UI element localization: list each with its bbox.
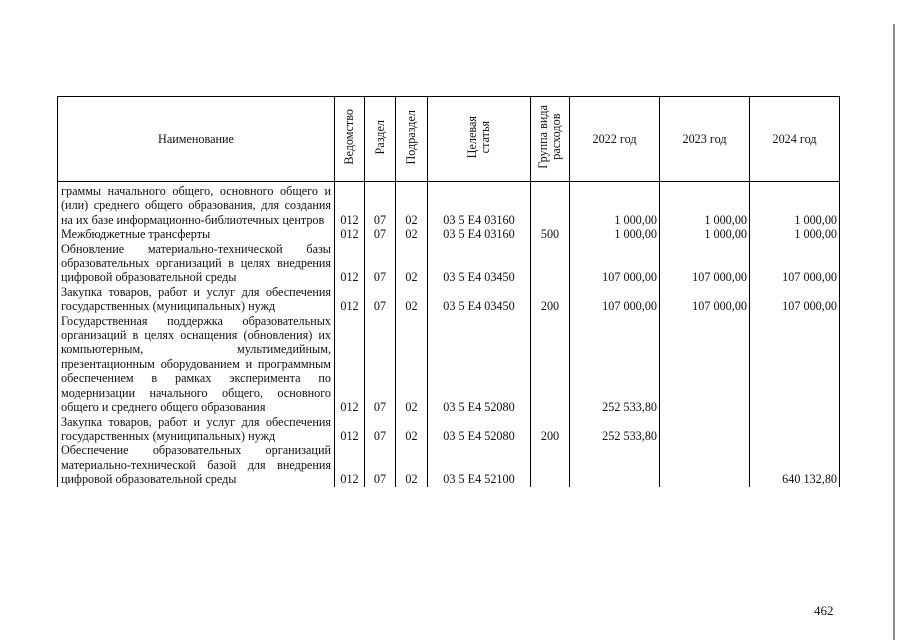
- row-expense-group: 200: [531, 285, 570, 314]
- row-amount-2023: 107 000,00: [660, 285, 750, 314]
- row-amount-2022: [570, 443, 660, 486]
- row-subsection: 02: [396, 242, 428, 285]
- row-amount-2024: [750, 314, 840, 415]
- row-amount-2023: 1 000,00: [660, 227, 750, 241]
- table-row: [58, 415, 840, 444]
- header-section: Раздел: [365, 97, 396, 182]
- row-amount-2022: 1 000,00: [570, 182, 660, 228]
- row-subsection: 02: [396, 314, 428, 415]
- table-row: [58, 227, 840, 241]
- row-expense-group: 200: [531, 415, 570, 444]
- row-name: Закупка товаров, работ и услуг для обеспечения государственных (муниципальных) нужд: [58, 285, 335, 314]
- table-row: [58, 443, 840, 486]
- row-expense-group: 500: [531, 227, 570, 241]
- table-row: [58, 314, 840, 415]
- header-department: Ведомство: [335, 97, 365, 182]
- row-name: граммы начального общего, основного общего и (или) среднего общего образования, для создания на их базе информационно-библиотечных центров: [58, 182, 335, 228]
- row-amount-2024: 107 000,00: [750, 242, 840, 285]
- row-amount-2023: [660, 415, 750, 444]
- row-department: 012: [335, 415, 365, 444]
- header-subsection: Подраздел: [396, 97, 428, 182]
- table-header-row: [58, 97, 840, 182]
- row-amount-2023: [660, 443, 750, 486]
- row-section: 07: [365, 227, 396, 241]
- row-expense-group: [531, 314, 570, 415]
- row-expense-group: [531, 242, 570, 285]
- table-row: [58, 182, 840, 228]
- header-target-article: Целевая статья: [428, 97, 531, 182]
- row-name: Государственная поддержка образовательных организаций в целях оснащения (обновления) их компьютерным, мультимедийным, презентационным оборудованием и программным обеспечением в рамках эксперимента по модернизации начального общего, основного общего и среднего общего образования: [58, 314, 335, 415]
- row-department: 012: [335, 242, 365, 285]
- table-row: [58, 242, 840, 285]
- row-amount-2024: 1 000,00: [750, 182, 840, 228]
- row-amount-2022: 107 000,00: [570, 285, 660, 314]
- row-amount-2024: 640 132,80: [750, 443, 840, 486]
- row-subsection: 02: [396, 285, 428, 314]
- header-name: Наименование: [58, 97, 335, 182]
- row-amount-2022: 252 533,80: [570, 314, 660, 415]
- row-expense-group: [531, 182, 570, 228]
- row-department: 012: [335, 227, 365, 241]
- row-target-article: 03 5 E4 03450: [428, 242, 531, 285]
- row-department: 012: [335, 285, 365, 314]
- row-name: Обновление материально-технической базы образовательных организаций в целях внедрения цифровой образовательной среды: [58, 242, 335, 285]
- row-expense-group: [531, 443, 570, 486]
- row-target-article: 03 5 E4 03160: [428, 182, 531, 228]
- row-department: 012: [335, 443, 365, 486]
- row-amount-2024: 1 000,00: [750, 227, 840, 241]
- header-year-2023: 2023 год: [660, 97, 750, 182]
- row-subsection: 02: [396, 182, 428, 228]
- row-amount-2024: [750, 415, 840, 444]
- row-amount-2023: 107 000,00: [660, 242, 750, 285]
- row-target-article: 03 5 E4 52080: [428, 415, 531, 444]
- row-section: 07: [365, 415, 396, 444]
- row-department: 012: [335, 182, 365, 228]
- row-amount-2022: 107 000,00: [570, 242, 660, 285]
- budget-table: [57, 96, 840, 487]
- scan-edge-line: [893, 24, 895, 640]
- row-name: Межбюджетные трансферты: [58, 227, 335, 241]
- row-amount-2023: 1 000,00: [660, 182, 750, 228]
- row-target-article: 03 5 E4 03450: [428, 285, 531, 314]
- page-number: 462: [814, 603, 834, 618]
- row-target-article: 03 5 E4 52080: [428, 314, 531, 415]
- header-expense-group: Группа вида расходов: [531, 97, 570, 182]
- row-subsection: 02: [396, 415, 428, 444]
- row-name: Закупка товаров, работ и услуг для обеспечения государственных (муниципальных) нужд: [58, 415, 335, 444]
- row-section: 07: [365, 443, 396, 486]
- row-target-article: 03 5 E4 52100: [428, 443, 531, 486]
- row-amount-2022: 252 533,80: [570, 415, 660, 444]
- row-amount-2024: 107 000,00: [750, 285, 840, 314]
- header-year-2022: 2022 год: [570, 97, 660, 182]
- row-section: 07: [365, 182, 396, 228]
- table-row: [58, 285, 840, 314]
- row-section: 07: [365, 242, 396, 285]
- row-department: 012: [335, 314, 365, 415]
- row-amount-2022: 1 000,00: [570, 227, 660, 241]
- row-target-article: 03 5 E4 03160: [428, 227, 531, 241]
- row-amount-2023: [660, 314, 750, 415]
- row-subsection: 02: [396, 443, 428, 486]
- row-name: Обеспечение образовательных организаций материально-технической базой для внедрения цифровой образовательной среды: [58, 443, 335, 486]
- header-year-2024: 2024 год: [750, 97, 840, 182]
- row-section: 07: [365, 314, 396, 415]
- row-subsection: 02: [396, 227, 428, 241]
- row-section: 07: [365, 285, 396, 314]
